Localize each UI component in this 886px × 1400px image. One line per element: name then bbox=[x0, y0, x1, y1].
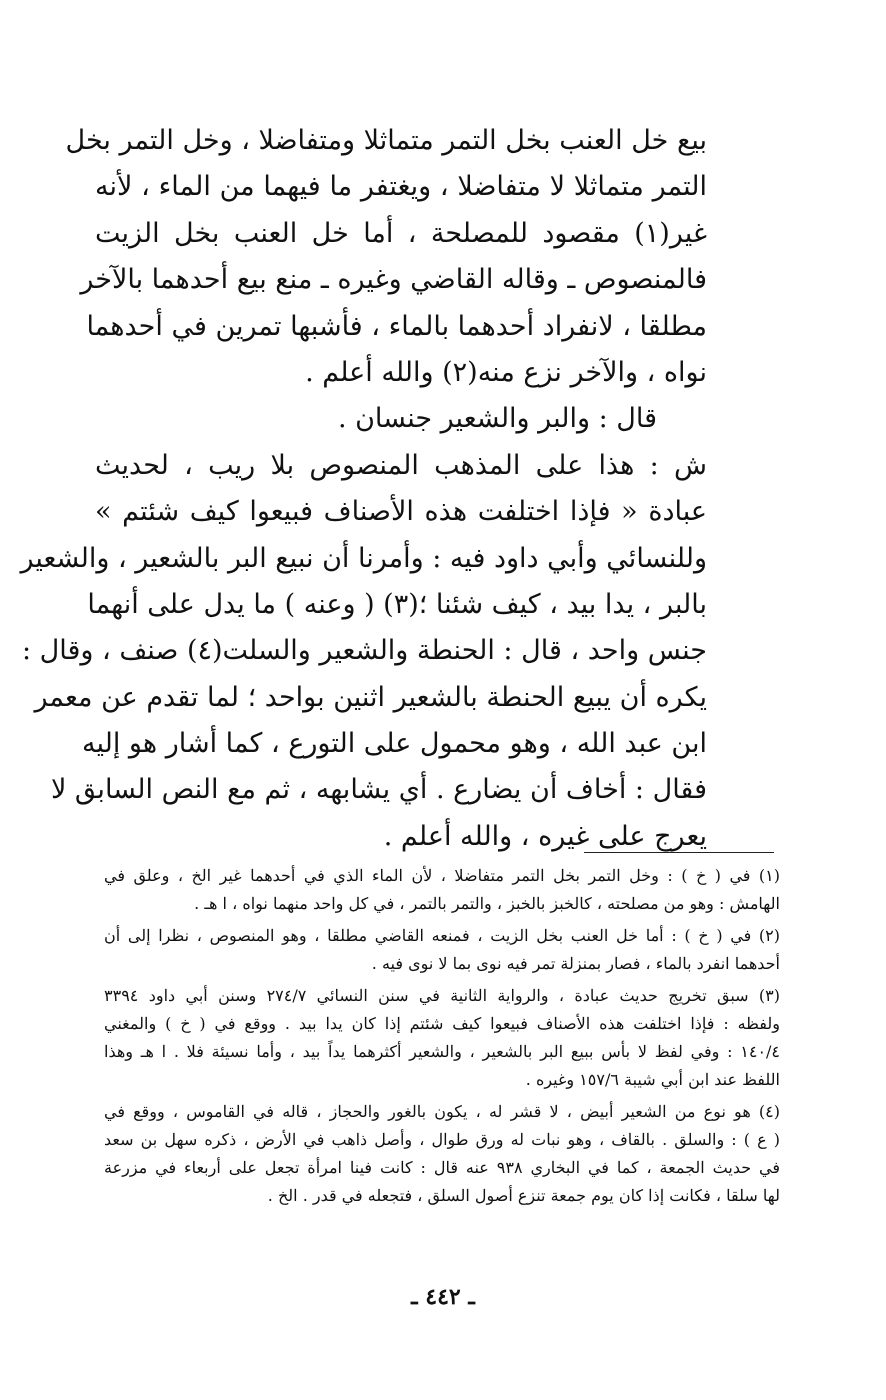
text-line: التمر متماثلا لا متفاضلا ، ويغتفر ما فيهما من الماء ، لأنه bbox=[95, 171, 707, 203]
footnote-line: الهامش : وهو من مصلحته ، كالخبز بالخبز ، والتمر بالتمر ، في كل واحد منهما نواه ، ا هـ . bbox=[194, 894, 780, 913]
footnote-line: (٤) هو نوع من الشعير أبيض ، لا قشر له ، يكون بالغور والحجاز ، قاله في القاموس ، ووقع في bbox=[104, 1102, 780, 1121]
footnote-line: في حديث الجمعة ، كما في البخاري ٩٣٨ عنه قال : كانت فينا امرأة تجعل على أربعاء في مزرعة bbox=[104, 1158, 780, 1177]
text-line: جنس واحد ، قال : الحنطة والشعير والسلت(٤) صنف ، وقال : bbox=[21, 635, 707, 667]
footnote-line: لها سلقا ، فكانت إذا كان يوم جمعة تنزع أصول السلق ، فتجعله في قدر . الخ . bbox=[267, 1186, 780, 1205]
footnote-line: ( ع ) : والسلق . بالقاف ، وهو نبات له ورق طوال ، وأصل ذاهب في الأرض ، ذكره سهل بن سعد bbox=[104, 1130, 780, 1149]
footnote-3 bbox=[104, 982, 780, 1094]
footnote-line: أحدهما انفرد بالماء ، فصار بمنزلة تمر فيه نوى بما لا نوى فيه . bbox=[371, 954, 780, 973]
footnote-line: (٣) سبق تخريج حديث عبادة ، والرواية الثانية في سنن النسائي ٢٧٤/٧ وسنن أبي داود ٣٣٩٤ bbox=[104, 986, 781, 1005]
text-line: فالمنصوص ـ وقاله القاضي وغيره ـ منع بيع أحدهما بالآخر bbox=[80, 264, 707, 296]
text-line: يعرج على غيره ، والله أعلم . bbox=[383, 820, 707, 852]
footnote-separator bbox=[584, 852, 774, 853]
footnote-2 bbox=[104, 922, 780, 978]
text-line: عبادة « فإذا اختلفت هذه الأصناف فبيعوا كيف شئتم » bbox=[95, 496, 707, 528]
footnote-line: ولفظه : فإذا اختلفت هذه الأصناف فبيعوا كيف شئتم إذا كان يدا بيد . ووقع في ( خ ) والمغني bbox=[104, 1014, 780, 1033]
footnote-line: (١) في ( خ ) : وخل التمر بخل التمر متفاضلا ، لأن الماء الذي في أحدهما غير الخ ، وعلق في bbox=[104, 866, 780, 885]
footnote-4 bbox=[104, 1098, 780, 1210]
footnote-line: (٢) في ( خ ) : أما خل العنب بخل الزيت ، فمنعه القاضي مطلقا ، وهو المنصوص ، نظرا إلى أن bbox=[104, 926, 781, 945]
footnote-1 bbox=[104, 862, 780, 918]
text-line: نواه ، والآخر نزع منه(٢) والله أعلم . bbox=[305, 356, 707, 388]
text-line: ش : هذا على المذهب المنصوص بلا ريب ، لحديث bbox=[95, 449, 707, 481]
text-line: بالبر ، يدا بيد ، كيف شئنا ؛(٣) ( وعنه ) ما يدل على أنهما bbox=[87, 588, 707, 620]
footnotes bbox=[104, 862, 780, 1214]
text-line: وللنسائي وأبي داود فيه : وأمرنا أن نبيع البر بالشعير ، والشعير bbox=[20, 542, 707, 574]
main-text-block bbox=[20, 118, 707, 860]
text-line: يكره أن يبيع الحنطة بالشعير اثنين بواحد ؛ لما تقدم عن معمر bbox=[34, 681, 707, 713]
text-line: ابن عبد الله ، وهو محمول على التورع ، كما أشار هو إليه bbox=[82, 728, 707, 760]
text-line: مطلقا ، لانفراد أحدهما بالماء ، فأشبها تمرين في أحدهما bbox=[86, 310, 707, 342]
page-number: ـ ٤٤٢ ـ bbox=[411, 1284, 475, 1310]
section-heading-line: قال : والبر والشعير جنسان . bbox=[337, 403, 657, 435]
footnote-line: اللفظ عند ابن أبي شيبة ١٥٧/٦ وغيره . bbox=[525, 1070, 780, 1089]
text-line: غير(١) مقصود للمصلحة ، أما خل العنب بخل الزيت bbox=[95, 217, 707, 249]
text-line: بيع خل العنب بخل التمر متماثلا ومتفاضلا ، وخل التمر بخل bbox=[65, 125, 707, 156]
text-line: فقال : أخاف أن يضارع . أي يشابهه ، ثم مع النص السابق لا bbox=[50, 774, 707, 806]
footnote-line: ١٤٠/٤ : وفي لفظ لا بأس ببيع البر بالشعير ، والشعير أكثرهما يداً بيد ، وأما نسيئة فلا . ا هـ وهذا bbox=[104, 1042, 781, 1061]
